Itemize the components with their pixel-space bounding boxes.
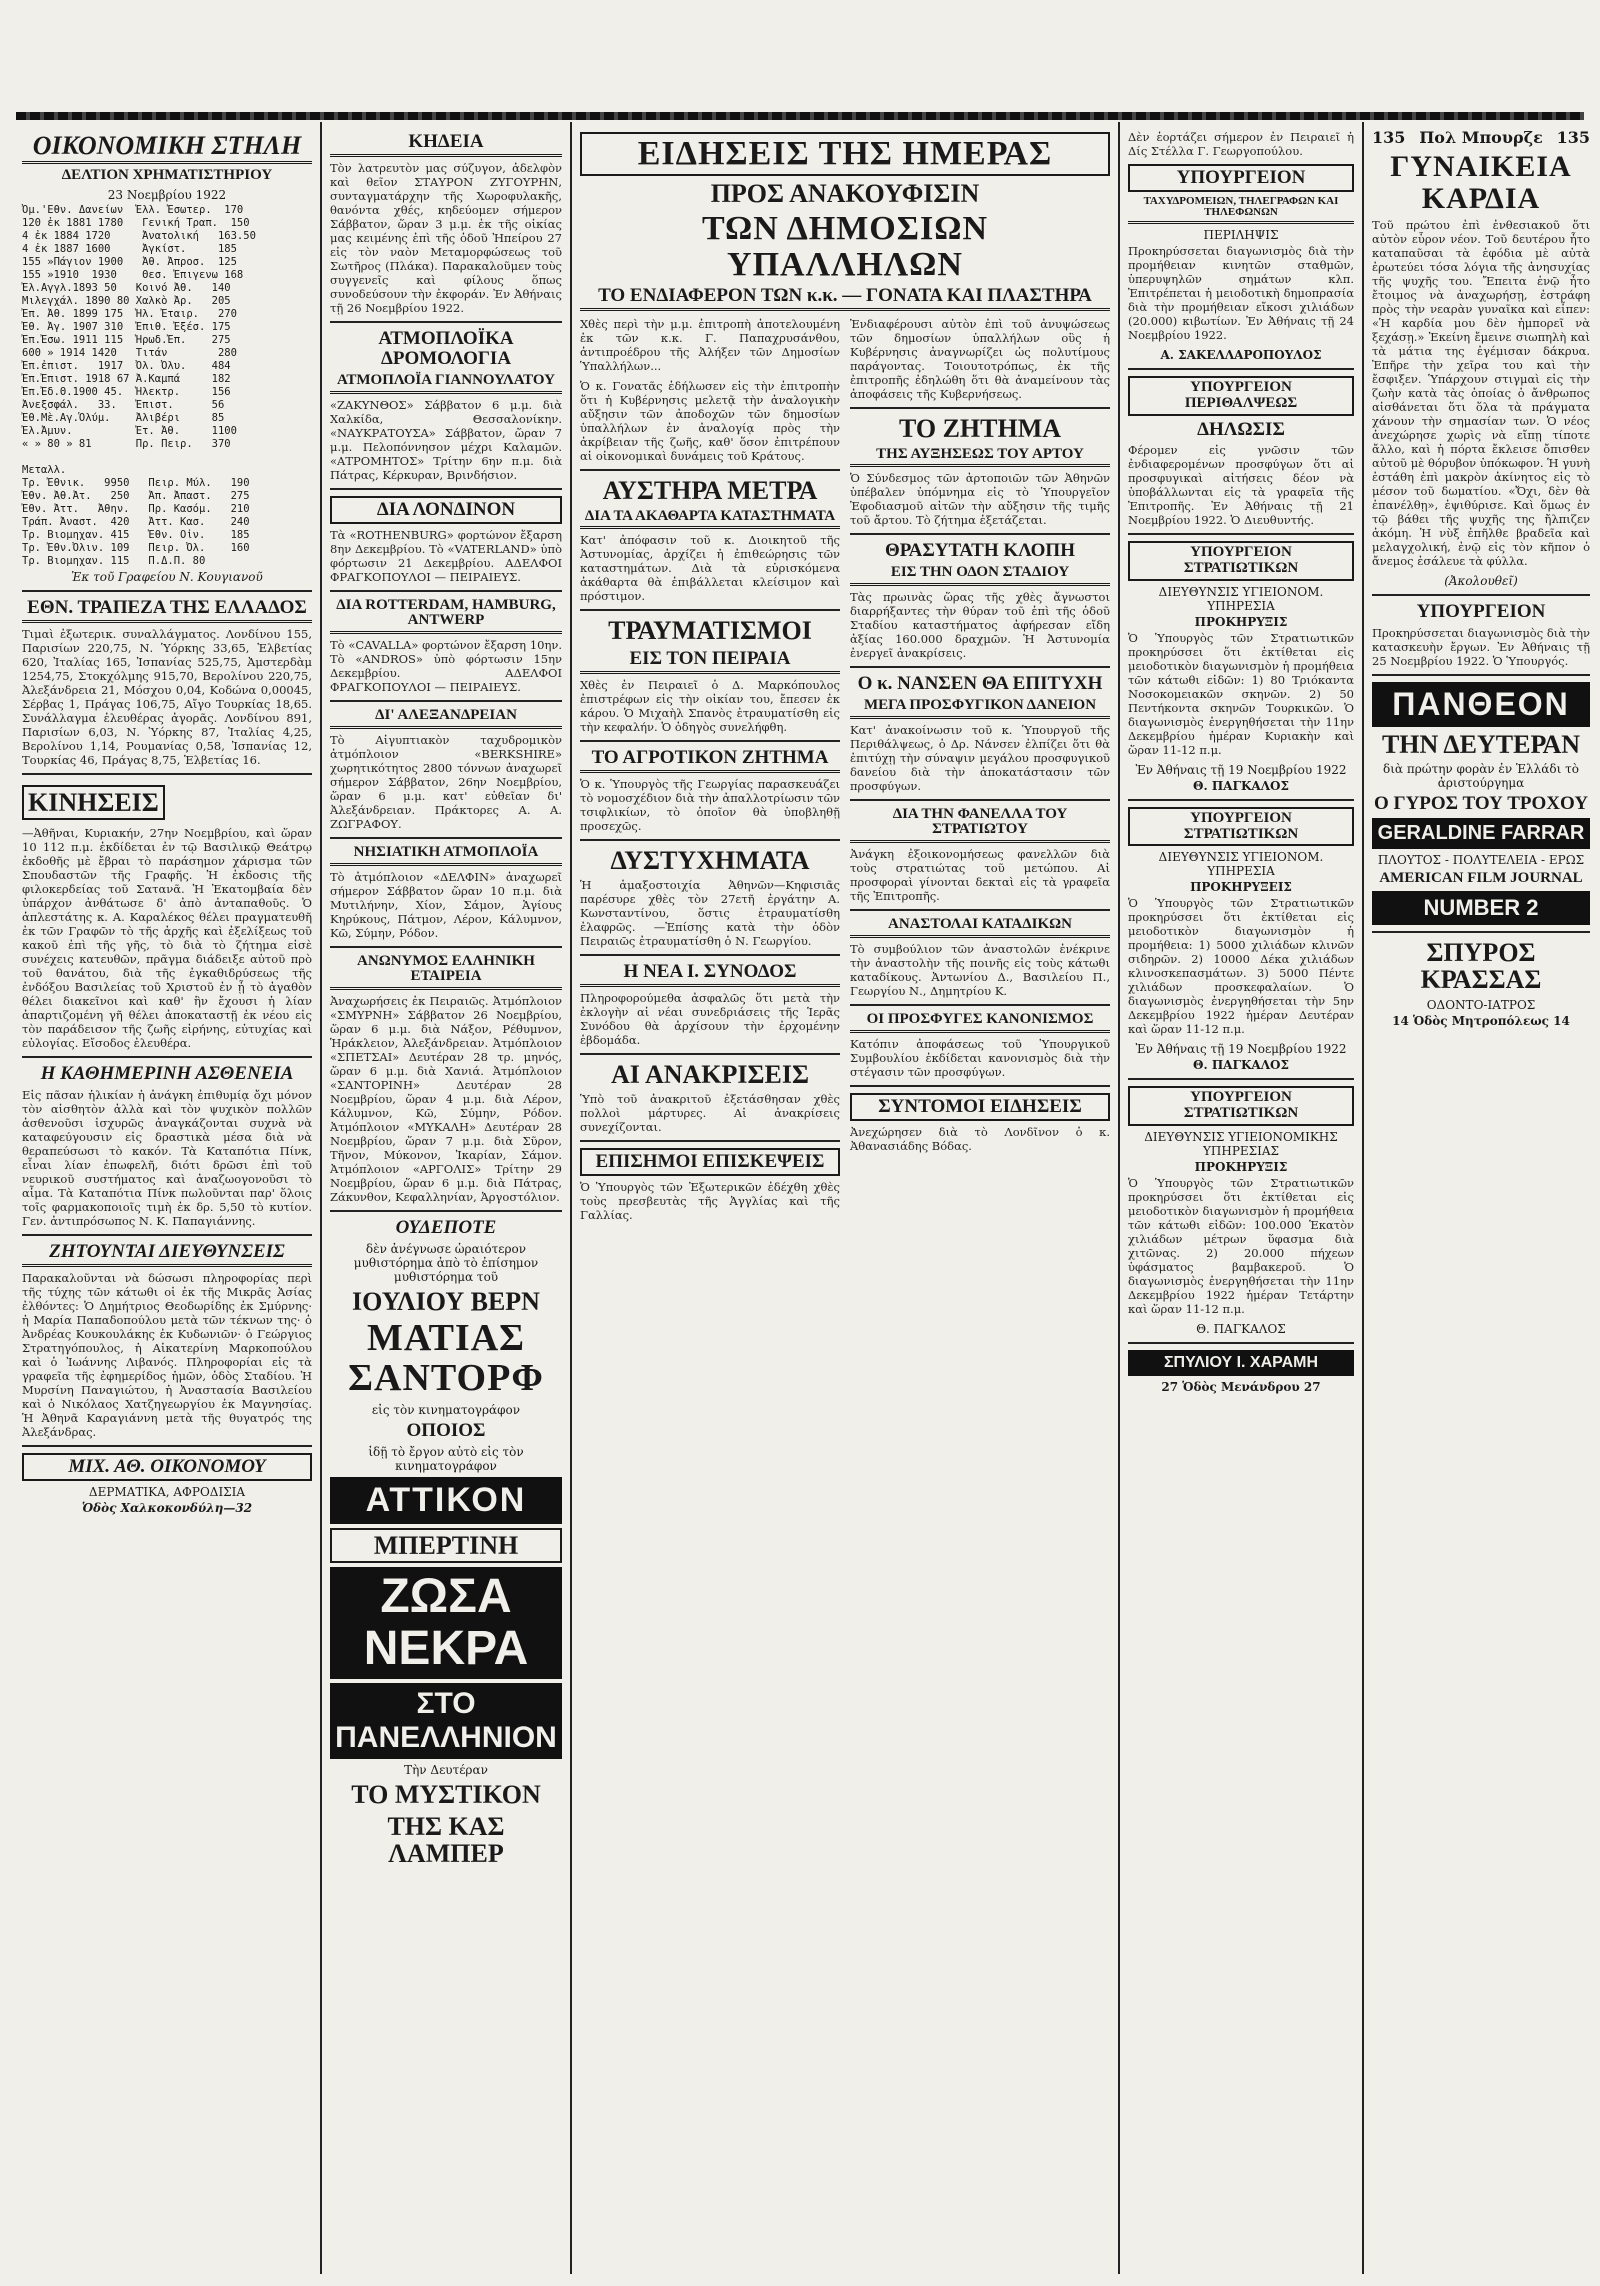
ministry5-doc: ΠΡΟΚΗΡΥΞΙΣ	[1194, 1159, 1288, 1174]
lead-article-cont: Ἐνδιαφέρουσι αὐτὸν ἐπὶ τοῦ ἀνυψώσεως τῶν δημοσίων ὑπαλλήλων οὓς ἡ Κυβέρνησις ἀναγνωρίζει ὡς πολυτίμους παράγοντας. Τοιουτοτρόπως, ἐκ τῆς ἐπιτροπῆς ἐδηλώθη ὅτι θὰ ἀναμείνουν τὰς ἀποφάσεις τῆς Κυβερνήσεως.	[850, 317, 1110, 402]
divider	[22, 1056, 312, 1058]
column-rule	[570, 122, 572, 2274]
exchange-table: Ὀμ.'Εθν. Δανείων Ἑλλ. Ἐσωτερ. 170 120 ἐκ 1881 1780 Γενική Τραπ. 150 4 ἐκ 1884 1720 Ἀνατολική 163.50 4 ἐκ 1887 1600 Ἀγκίστ. 185 155 »Πάγιον 1900 Ἀθ. Ἀπροσ. 125 155 »1910 1930 Θεσ. Ἐπιγενω 168 Ἐλ.Αγγλ.1893 50 Κοινό Ἀθ. 140 Μιλεγχάλ. 1890 80 Χαλκὸ Ἀρ. 205 Ἐπ. Ἀθ. 1899 175 Ἡλ. Ἐταιρ. 270 Ἐθ. Ἀγ. 1907 310 Ἐπιθ. Ἐξέσ. 175 Ἐπ.Ἐσω. 1911 115 Ἡρωδ.Ἐπ. 275 600 » 1914 1420 Τιτάν 280 Ἐπ.ἐπιστ. 1917 Ὀλ. Ὀλυ. 484 Ἐπ.Ἐπιστ. 1918 67 Ἀ.Καμπά 182 Ἐπ.Ἐδ.Θ.1900 45. Ἡλεκτρ. 156 Ἀνεξσφάλ. 33. Ἐπιστ. 56 Ἐθ.Μὲ.Αγ.Ὁλύμ. Ἀλιβέρι 85 Ἐλ.Ἀμυν. Ἐτ. Ἀθ. 1100 « » 80 » 81 Πρ. Πειρ. 370 Μεταλλ. Τρ. Ἐθνικ. 9950 Πειρ. Μύλ. 190 Ἐθν. Ἀθ.Ἀτ. 250 Ἀπ. Ἀπαστ. 275 Ἐθν. Ἀττ. Ἀθην. Πρ. Κασόμ. 210 Τράπ. Ἀναστ. 420 Ἀττ. Κασ. 240 Τρ. Βιομηχαν. 415 Ἐθν. Οἰν. 185 Τρ. Ἐθν.Ὀλιν. 109 Πειρ. Ὀλ. 160 Τρ. Βιομηχαν. 115 Π.Δ.Π. 80	[22, 204, 256, 568]
divider	[1372, 594, 1590, 596]
column-serial	[1366, 128, 1596, 2278]
ministry-body: Προκηρύσσεται διαγωνισμὸς διὰ τὴν κατασκευὴν ἔργων. Ἐν Ἀθήναις τῇ 25 Νοεμβρίου 1922. Ὁ Ὑπουργός.	[1372, 625, 1590, 668]
inquiries-title: ΑΙ ΑΝΑΚΡΙΣΕΙΣ	[611, 1059, 809, 1089]
divider	[850, 909, 1110, 911]
divider	[850, 407, 1110, 409]
lead-article-body: Χθὲς περὶ τὴν μ.μ. ἐπιτροπὴ ἀποτελουμένη ἐκ τῶν κ.κ. Γ. Παπαχρυσάνθου, ἀντιπροέδρου τῆς Ἀλήξεν τῶν Δημοσίων Ὑπαλλήλων...	[580, 317, 840, 374]
masthead-rule	[16, 112, 1584, 120]
zosa-nekra-title: ΖΩΣΑ ΝΕΚΡΑ	[330, 1567, 562, 1679]
verne-line: ΟΥΔΕΠΟΤΕ	[395, 1217, 497, 1238]
monday-line: Τὴν Δευτέραν	[404, 1763, 488, 1778]
refugees-body: Κατόπιν ἀποφάσεως τοῦ Ὑπουργικοῦ Συμβουλίου ἐκδίδεται κανονισμὸς διὰ τὴν στέγασιν τῶν προσφύγων.	[850, 1036, 1110, 1079]
divider	[330, 946, 562, 948]
divider	[580, 839, 840, 841]
agro-title: ΤΟ ΑΓΡΟΤΙΚΟΝ ΖΗΤΗΜΑ	[580, 748, 840, 773]
bread-sub: ΤΗΣ ΑΥΞΗΣΕΩΣ ΤΟΥ ΑΡΤΟΥ	[850, 447, 1110, 468]
verne-author: ΙΟΥΛΙΟΥ ΒΕΡΝ	[352, 1286, 540, 1316]
ministry4-sign: Θ. ΠΑΓΚΑΛΟΣ	[1193, 1058, 1289, 1073]
headline-2: ΤΩΝ ΔΗΜΟΣΙΩΝ ΥΠΑΛΛΗΛΩΝ	[701, 209, 988, 283]
pantheon-star: GERALDINE FARRAR	[1372, 818, 1590, 849]
column-rule	[320, 122, 322, 2274]
lamper-title: ΤΗΣ ΚΑΣ ΛΑΜΠΕΡ	[387, 1811, 505, 1868]
divider	[330, 1210, 562, 1212]
ministry2-doc: ΔΗΛΩΣΙΣ	[1197, 418, 1285, 440]
strict-title: ΑΥΣΤΗΡΑ ΜΕΤΡΑ	[602, 476, 818, 506]
synod-body: Πληροφορούμεθα ἀσφαλῶς ὅτι μετὰ τὴν ἐκλογὴν αἱ νέαι συνεδριάσεις τῆς Ἱερᾶς Συνόδου θὰ ἀρχίσουν τὴν ἐρχομένην ἑβδομάδα.	[580, 990, 840, 1047]
source-note: Ἐκ τοῦ Γραφείου Ν. Κουγιανοῦ	[71, 570, 263, 585]
opoios-note: ἰδῇ τὸ ἔργον αὐτὸ εἰς τὸν κινηματογράφον	[368, 1444, 524, 1473]
column-notices	[324, 128, 568, 2278]
short-title: ΣΥΝΤΟΜΟΙ ΕΙΔΗΣΕΙΣ	[850, 1093, 1110, 1121]
accident-body: Ἡ ἁμαξοστοιχία Ἀθηνῶν—Κηφισιᾶς παρέσυρε χθὲς τὸν 27ετῆ ἐργάτην Α. Κωνσταντίνου, ὅστις ἐτραυματίσθη ἐλαφρῶς. —Ἐπίσης κατὰ τὴν ὁδὸν Πειραιῶς ἐτραυματίσθη ὁ Ν. Γεωργίου.	[580, 877, 840, 948]
short-body: Ἀνεχώρησεν διὰ τὸ Λονδῖνον ὁ κ. Ἀθανασιάδης Βόδας.	[850, 1124, 1110, 1153]
injured-body: Χθὲς ἐν Πειραιεῖ ὁ Δ. Μαρκόπουλος ἐπιστρέφων εἰς τὴν οἰκίαν του, ἔπεσεν ἐκ κάρου. Ὁ Μιχαὴλ Σπανὸς ἐτραυματίσθη εἰς τὴν κεφαλήν. Ὁ ὁδηγὸς συνελήφθη.	[580, 677, 840, 734]
steamer-body: «ΖΑΚΥΝΘΟΣ» Σάββατον 6 μ.μ. διὰ Χαλκίδα, Θεσσαλονίκην. «ΝΑΥΚΡΑΤΟΥΣΑ» Σάββατον, ὥραν 7 μ.μ. Πελοπόννησον μέχρι Καλαμῶν. «ΑΤΡΟΜΗΤΟΣ» Τρίτην 6ην π.μ. διὰ Πάτρας, Κέρκυραν, Βρινδήσιον.	[330, 397, 562, 482]
divider	[850, 533, 1110, 535]
rotterdam-title: ΔΙΑ ROTTERDAM, HAMBURG, ANTWERP	[330, 598, 562, 635]
ministry1-sign: Α. ΣΑΚΕΛΛΑΡΟΠΟΥΛΟΣ	[1160, 348, 1322, 363]
ministry3-date: Ἐν Ἀθήναις τῇ 19 Νοεμβρίου 1922	[1135, 762, 1347, 777]
dentist-address: 14 Ὁδὸς Μητροπόλεως 14	[1392, 1013, 1570, 1028]
accident-title: ΔΥΣΤΥΧΗΜΑΤΑ	[610, 845, 810, 875]
divider	[580, 609, 840, 611]
injured-title: ΤΡΑΥΜΑΤΙΣΜΟΙ	[608, 616, 812, 646]
literary-title: Η ΚΑΘΗΜΕΡΙΝΗ ΑΣΘΕΝΕΙΑ	[40, 1063, 294, 1085]
panellinion-title: ΣΤΟ ΠΑΝΕΛΛΗΝΙΟΝ	[330, 1683, 562, 1759]
ministry4-title: ΥΠΟΥΡΓΕΙΟΝ ΣΤΡΑΤΙΩΤΙΚΩΝ	[1128, 807, 1354, 847]
ministry5-title: ΥΠΟΥΡΓΕΙΟΝ ΣΤΡΑΤΙΩΤΙΚΩΝ	[1128, 1086, 1354, 1126]
column-news	[574, 128, 1116, 2278]
news-right-column	[850, 315, 1110, 1228]
ministry2-title: ΥΠΟΥΡΓΕΙΟΝ ΠΕΡΙΘΑΛΨΕΩΣ	[1128, 376, 1354, 416]
serial-header	[1372, 128, 1590, 147]
ministry1-sub: ΤΑΧΥΔΡΟΜΕΙΩΝ, ΤΗΛΕΓΡΑΦΩΝ ΚΑΙ ΤΗΛΕΦΩΝΩΝ	[1128, 196, 1354, 224]
divider	[1128, 1078, 1354, 1080]
funeral-body: Τὸν λατρευτὸν μας σύζυγον, ἀδελφὸν καὶ θεῖον ΣΤΑΥΡΟΝ ΖΥΓΟΥΡΗΝ, συνταγματάρχην τῆς Χωροφυλακῆς, θανόντα χθές, κηδεύομεν σήμερον Σάββατον, ὥραν 3 μ.μ. ἐκ τῆς οἰκίας μας κειμένης ἐπὶ τῆς ὁδοῦ Ἠπείρου 27 εἰς τὸν ναὸν Μεταμορφώσεως τοῦ Σωτῆρος (Πλάκα). Παρακαλοῦμεν τοὺς συγγενεῖς καὶ φίλους ὅπως συνοδεύσουν τὴν ἐκφοράν. Ἐν Ἀθήναις τῇ 26 Νοεμβρίου 1922.	[330, 160, 562, 315]
funeral-title: ΚΗΔΕΙΑ	[330, 132, 562, 157]
lead-article-body-2: Ὁ κ. Γονατᾶς ἐδήλωσεν εἰς τὴν ἐπιτροπὴν ὅτι ἡ Κυβέρνησις μελετᾷ τὴν ἀναλογικὴν αὔξησιν τῶν ἀποδοχῶν τῶν δημοσίων ὑπαλλήλων ἐν ἀναλογίᾳ πρὸς τὴν ἀκρίβειαν τῆς ζωῆς, καθ' ὅσον ἐπιτρέπουν αἱ οἰκονομικαὶ δυνάμεις τοῦ Κράτους.	[580, 379, 840, 464]
bertini-title: ΜΠΕΡΤΙΝΗ	[330, 1528, 562, 1563]
movements-body: —Ἀθῆναι, Κυριακήν, 27ην Νοεμβρίου, καὶ ὥραν 10 112 π.μ. ἐκδίδεται ἐν τῷ Βασιλικῷ Θεάτρῳ ἐκδοθῆς μὲ ἔβραι τὸ παράσημον χάρισμα τῶν Σπουδαστῶν τῆς Γραφῆς. Ἡ ἐκδοσις τῆς φιλοκερδείας τοῦ Σατανᾶ. Ἡ Ἐκατομβαία δὲν ὑπάρχον ἀνθάτωσε δ' ἀπὸ ἀνταπαθοῦς. Ὁ ἁπλεστάτης κ. Α. Καραλέκος θέλει πραγματευθῆ ἐκ τῶν Γραφῶν τὸ τῆς ἀρχῆς καὶ ἐξελίξεως τοῦ κακοῦ ἐπὶ τῆς γῆς, τὸ διὰ τὸ ζήτημα εἰσὲ συνέχεις κατευθῶν, πρᾶγμα διάδειξε αὐτοῦ πρὸ τοῦ θανάτου, διὰ τῆς ἐγκαθιδρύσεως τῆς ἐνδόξου Βασιλείας τοῦ Χριστοῦ ἐν ᾗ τὸ ἀγαθὸν θέλει διακεῖνοι καὶ καθ' ἣν ἔχουσι ἡ λίαν ἀπαρτιζομένη γῆ θέλει ἀποκαταστῇ ἐκ νέου εἰς τὸν παράδεισον τῆς ζωῆς εἰρήνης, εὐτυχίας καὶ εὐλογίας. Εἴσοδος ἐλευθέρα.	[22, 826, 312, 1051]
movements-title: ΚΙΝΗΣΕΙΣ	[22, 785, 165, 820]
verne-note: δὲν ἀνέγνωσε ὡραιότερον μυθιστόρημα ἀπὸ τὸ ἐπίσημον μυθιστόρημα τοῦ	[353, 1241, 539, 1284]
wanted-body: Παρακαλοῦνται νὰ δώσωσι πληροφορίας περὶ τῆς τύχης τῶν κάτωθι οἱ ἐκ τῆς Μικρᾶς Ἀσίας ἐλθόντες: Ὁ Δημήτριος Θεοδωρίδης ἐκ Σμύρνης· ἡ Μαρία Παπαδοπούλου μετὰ τῶν τέκνων της· ὁ Ἀνδρέας Κουκουλάκης ἐκ Κυδωνιῶν· ὁ Γεώργιος Στρατηγόπουλος, ἡ Αἰκατερίνη Μαρκοπούλου καὶ ὁ Ἰωάννης Λιβανός. Πληροφορίαι εἰς τὰ γραφεῖα τῆς ἐφημερίδος ἡμῶν, ὁδὸς Σταδίου. Ἡ Μυρσίνη Παναγιώτου, ἡ Ἀναστασία Βασιλείου καὶ ὁ Νικόλαος Χατζηγεωργίου ἐκ Μαγνησίας. Ἡ Ἀθηνᾶ Καραγιάννη μετὰ τῆς θυγατρός της Ἀλεξάνδρας.	[22, 1271, 312, 1440]
divider	[850, 1004, 1110, 1006]
theft-sub: ΕΙΣ ΤΗΝ ΟΔΟΝ ΣΤΑΔΙΟΥ	[850, 565, 1110, 586]
news-left-column	[580, 315, 840, 1228]
ministry3-title: ΥΠΟΥΡΓΕΙΟΝ ΣΤΡΑΤΙΩΤΙΚΩΝ	[1128, 541, 1354, 581]
injured-sub: ΕΙΣ ΤΟΝ ΠΕΙΡΑΙΑ	[580, 649, 840, 674]
ministry-title: ΥΠΟΥΡΓΕΙΟΝ	[1416, 601, 1546, 622]
divider	[580, 1140, 840, 1142]
divider	[22, 1445, 312, 1447]
section-subtitle: ΔΕΛΤΙΟΝ ΧΡΗΜΑΤΙΣΤΗΡΙΟΥ	[61, 167, 273, 184]
footer-ad-title: ΜΙΧ. ΑΘ. ΟΙΚΟΝΟΜΟΥ	[22, 1453, 312, 1481]
ministry5-sign: Θ. ΠΑΓΚΑΛΟΣ	[1196, 1321, 1286, 1336]
date-line: 23 Νοεμβρίου 1922	[107, 188, 227, 203]
ministry4-doc: ΠΡΟΚΗΡΥΞΕΙΣ	[1190, 880, 1292, 895]
pantheon-film: Ο ΓΥΡΟΣ ΤΟΥ ΤΡΟΧΟΥ	[1373, 793, 1589, 815]
serial-number: 135	[1372, 128, 1406, 147]
pantheon-journal: AMERICAN FILM JOURNAL	[1379, 870, 1583, 887]
bottom-ad: ΣΠΥΛΙΟΥ Ι. ΧΑΡΑΜΗ	[1128, 1350, 1354, 1376]
nansen-body: Κατ' ἀνακοίνωσιν τοῦ κ. Ὑπουργοῦ τῆς Περιθάλψεως, ὁ Δρ. Νάνσεν ἐλπίζει ὅτι θὰ ἐπιτύχῃ τὴν σύναψιν μεγάλου προσφυγικοῦ δανείου διὰ τὴν ἀποκατάστασιν τῶν προσφύγων.	[850, 722, 1110, 793]
london-title: ΔΙΑ ΛΟΝΔΙΝΟΝ	[330, 496, 562, 524]
rotterdam-body: Τὸ «CAVALLA» φορτώνον ἔξαρση 10ην. Τὸ «ANDROS» ὑπὸ φόρτωσιν 15ην Δεκεμβρίου. ΑΔΕΛΦΟΙ ΦΡΑΓΚΟΠΟΥΛΟΙ — ΠΕΙΡΑΙΕΥΣ.	[330, 638, 562, 694]
column-rule	[1362, 122, 1364, 2274]
army-body: Ἀνάγκη ἐξοικονομήσεως φανελλῶν διὰ τοὺς στρατιώτας τοῦ μετώπου. Αἱ προσφοραὶ γίνονται δεκταὶ εἰς τὰ γραφεῖα τῆς Ἐπιτροπῆς.	[850, 847, 1110, 904]
pantheon-note: διὰ πρώτην φορὰν ἐν Ἑλλάδι τὸ ἀριστούργημα	[1383, 762, 1579, 791]
inquiries-body: Ὑπὸ τοῦ ἀνακριτοῦ ἐξετάσθησαν χθὲς πολλοὶ μάρτυρες. Αἱ ἀνακρίσεις συνεχίζονται.	[580, 1092, 840, 1135]
ministry4-date: Ἐν Ἀθήναις τῇ 19 Νοεμβρίου 1922	[1135, 1042, 1347, 1057]
serial-body: Τοῦ πρώτου ἐπὶ ἐνθεσιακοῦ ὅτι αὐτὸν εὗρον νέον. Τοῦ δευτέρου ἦτο καταπαῦσαι τὰ ἐφόδια μὲ αὐτὰ ἐρωτεύει τόσα λόγια τῆς ἀνησυχίας τῆς ψυχῆς του. Ἔπειτα ἐνῷ ἦτο ἔτοιμος νὰ ἀναχωρήσῃ, ἐστράφη πρὸς τὴν νεαρὰν γυναῖκα καὶ εἶπεν: «Ἡ καρδία μου δὲν ἠμπορεῖ νὰ ξεχάσῃ.» Ἐκείνη ἔμεινε σιωπηλὴ καὶ τὰ μάτια της ἐγέμισαν δάκρυα. Ἐπῆρε τὴν χεῖρα του καὶ τὴν ἔσφιξεν. Ὑπάρχουν στιγμαὶ εἰς τὴν ζωὴν κατὰ τὰς ὁποίας ὁ ἄνθρωπος αἰσθάνεται ὅτι ὅλα τὰ πράγματα χάνουν τὴν σημασίαν των. Ὁ νέος ἀνεχώρησε χωρὶς νὰ εἴπῃ τίποτε ἄλλο, καὶ ἡ πόρτα ἔκλεισε ὄπισθεν αὐτοῦ μὲ θόρυβον ὑπόκωφον. Ἡ γυνὴ ἐστάθη ἐπὶ μακρὸν ἀκίνητος εἰς τὸ μέσον τοῦ δωματίου. «Ὄχι, δὲν θὰ ἐπανέλθῃ», ἐψιθύρισε. Καὶ ὅμως ἐν τῷ βάθει τῆς ψυχῆς της ἤλπιζεν ἀκόμη. Ἡ νὺξ ἐπῆλθε βραδεῖα καὶ μελαγχολική, ἐνῷ εἰς τὸν κῆπον ὁ ἄνεμος ἐσάλευε τὰ φύλλα.	[1372, 218, 1590, 568]
section-title: ΟΙΚΟΝΟΜΙΚΗ ΣΤΗΛΗ	[22, 132, 312, 164]
divider	[850, 1085, 1110, 1087]
visits-body: Ὁ Ὑπουργὸς τῶν Ἐξωτερικῶν ἐδέχθη χθὲς τοὺς πρεσβευτὰς τῆς Ἀγγλίας καὶ τῆς Γαλλίας.	[580, 1179, 840, 1222]
pantheon-ad: ΠΑΝΘΕΟΝ	[1372, 682, 1590, 727]
divider	[580, 740, 840, 742]
bank-title: ΕΘΝ. ΤΡΑΠΕΖΑ ΤΗΣ ΕΛΛΑΔΟΣ	[22, 598, 312, 623]
island-body: Τὸ ἀτμόπλοιον «ΔΕΛΦΙΝ» ἀναχωρεῖ σήμερον Σάββατον ὥραν 10 π.μ. διὰ Μυτιλήνην, Χίον, Σάμον, Ἁγίους Κηρύκους, Πάτμον, Λέρον, Κάλυμνον, Κῶ, Σύμην, Ρόδον.	[330, 869, 562, 940]
verne-desc: εἰς τὸν κινηματογράφον	[371, 1403, 521, 1418]
column-ministries	[1122, 128, 1360, 2278]
ministry1-title: ΥΠΟΥΡΓΕΙΟΝ	[1128, 164, 1354, 192]
ministry4-sub: ΔΙΕΥΘΥΝΣΙΣ ΥΓΙΕΙΟΝΟΜ. ΥΠΗΡΕΣΙΑ	[1158, 850, 1324, 879]
army-title: ΔΙΑ ΤΗΝ ΦΑΝΕΛΛΑ ΤΟΥ ΣΤΡΑΤΙΩΤΟΥ	[850, 807, 1110, 844]
company-title: ΑΝΩΝΥΜΟΣ ΕΛΛΗΝΙΚΗ ΕΤΑΙΡΕΙΑ	[330, 954, 562, 991]
nansen-sub: ΜΕΓΑ ΠΡΟΣΦΥΓΙΚΟΝ ΔΑΝΕΙΟΝ	[850, 698, 1110, 719]
agro-body: Ὁ κ. Ὑπουργὸς τῆς Γεωργίας παρασκευάζει τὸ νομοσχέδιον διὰ τὴν ἀπαλλοτρίωσιν τῶν τσιφλικίων, τὸ ὁποῖον θὰ ὑποβληθῇ προσεχῶς.	[580, 776, 840, 833]
divider	[330, 837, 562, 839]
alexandria-body: Τὸ Αἰγυπτιακὸν ταχυδρομικὸν ἀτμόπλοιον «BERKSHIRE» χωρητικότητος 2800 τόννων ἀναχωρεῖ σήμερον Σάββατον, 26ην Νοεμβρίου, ὥραν 6 μ.μ. κατ' εὐθεῖαν δι' Ἀλεξάνδρειαν. Πράκτορες Α. Α. ΖΩΓΡΑΦΟΥ.	[330, 732, 562, 831]
steamer-company: ΑΤΜΟΠΛΟΪΑ ΓΙΑΝΝΟΥΛΑΤΟΥ	[330, 373, 562, 394]
divider	[580, 1053, 840, 1055]
divider	[850, 666, 1110, 668]
divider	[22, 1234, 312, 1236]
dentist-title: ΟΔΟΝΤΟ-ΙΑΤΡΟΣ	[1426, 997, 1536, 1012]
top-note: Δὲν ἑορτάζει σήμερον ἐν Πειραιεῖ ἡ Δίς Στέλλα Γ. Γεωργοπούλου.	[1128, 130, 1354, 158]
headline-3: ΤΟ ΕΝΔΙΑΦΕΡΟΝ ΤΩΝ κ.κ. — ΓΟΝΑΤΑ ΚΑΙ ΠΛΑΣΤΗΡΑ	[580, 286, 1110, 311]
page-top-margin	[0, 0, 1600, 110]
divider	[22, 590, 312, 592]
ministry3-doc: ΠΡΟΚΗΡΥΞΙΣ	[1194, 614, 1288, 629]
serial-continued: (Ἀκολουθεῖ)	[1444, 574, 1518, 588]
column-economic	[16, 128, 318, 2278]
serial-author: Πολ Μπουρζε	[1419, 128, 1543, 147]
ministry3-sub: ΔΙΕΥΘΥΝΣΙΣ ΥΓΙΕΙΟΝΟΜ. ΥΠΗΡΕΣΙΑ	[1158, 584, 1324, 613]
strict-body: Κατ' ἀπόφασιν τοῦ κ. Διοικητοῦ τῆς Ἀστυνομίας, ἀρχίζει ἡ ἐπιθεώρησις τῶν καταστημάτων. Διὰ τὰ εὑρισκόμενα ἀκάθαρτα θὰ ἐπιβάλλεται κλείσιμον καὶ πρόστιμον.	[580, 533, 840, 604]
divider	[330, 590, 562, 592]
ministry5-body: Ὁ Ὑπουργὸς τῶν Στρατιωτικῶν προκηρύσσει ὅτι ἐκτίθεται εἰς μειοδοτικὸν διαγωνισμὸν ἡ προμήθεια τῶν κάτωθι εἰδῶν: 100.000 Ἑκατὸν χιλιάδων μέτρων ὕφασμα διὰ χιτῶνας. 2) 20.000 πήχεων ὑφάσματος βαμβακεροῦ. Ὁ διαγωνισμὸς ἐνεργηθήσεται τὴν 11ην Δεκεμβρίου 1922 ἡμέραν Τετάρτην καὶ ὥραν 11-12 π.μ.	[1128, 1175, 1354, 1316]
bread-title: ΤΟ ΖΗΤΗΜΑ	[898, 414, 1062, 444]
bottom-ad-address: 27 Ὁδὸς Μενάνδρου 27	[1161, 1379, 1321, 1394]
divider	[580, 469, 840, 471]
attikon-ad: ΑΤΤΙΚΟΝ	[330, 1477, 562, 1524]
ministry3-body: Ὁ Ὑπουργὸς τῶν Στρατιωτικῶν προκηρύσσει ὅτι ἐκτίθεται εἰς μειοδοτικὸν διαγωνισμὸν ἡ προμήθεια τῶν κάτωθι εἰδῶν: 1) 80 Τριόκαντα Νοσοκομειακῶν σκηνῶν. 2) 50 Πεντήκοντα σκηνῶν Τουρκικῶν. Ὁ διαγωνισμὸς ἐνεργηθήσεται τὴν 11ην Δεκεμβρίου ἡμέραν Κυριακὴν καὶ ὥραν 11-12 π.μ.	[1128, 630, 1354, 757]
literary-body: Εἰς πᾶσαν ἡλικίαν ἡ ἀνάγκη ἐπιθυμίᾳ ὄχι μόνον τὸν αἰσθητὸν ἀλλὰ καὶ τὸν ψυχικὸν πολλῶν ἀσθενοῦσι ἰσχυρῶς ἀναγκάζονται συχνὰ νὰ καταφεύγουσιν εἰς δραστικὰ μέσα διὰ νὰ θεραπεύσωσι τὸ κακόν. Τὰ Καταπότια Πίνκ, εἶναι λίαν ἐπωφελῆ, διότι δρῶσι ἐπὶ τοῦ νευρικοῦ συστήματος καὶ ἀναζωογονοῦσι τὸ αἷμα. Τὰ Καταπότια Πίνκ πωλοῦνται παρ' ὅλοις τοῖς φαρμακοποιοῖς τιμὴ ἐκ δρ. 5,50 τὸ κυτίον. Γεν. ἀντιπρόσωπος Ν. Κ. Παπαγιάννης.	[22, 1088, 312, 1229]
divider	[850, 799, 1110, 801]
theft-title: ΘΡΑΣΥΤΑΤΗ ΚΛΟΠΗ	[885, 540, 1075, 562]
divider	[1128, 1342, 1354, 1344]
footer-ad-line: ΔΕΡΜΑΤΙΚΑ, ΑΦΡΟΔΙΣΙΑ	[88, 1485, 246, 1500]
footer-ad-address: Ὁδὸς Χαλκοκονδύλη—32	[81, 1501, 253, 1516]
column-rule	[1118, 122, 1120, 2274]
ministry1-doc: ΠΕΡΙΛΗΨΙΣ	[1203, 228, 1279, 243]
dentist-name: ΣΠΥΡΟΣ ΚΡΑΣΣΑΣ	[1420, 937, 1542, 995]
divider	[580, 954, 840, 956]
ministry1-body: Προκηρύσσεται διαγωνισμὸς διὰ τὴν προμήθειαν κινητῶν σταθμῶν, ὑπερυψηλῶν σημάτων κλπ. Ἐπιτρέπεται ἡ μειοδοτικὴ δημοπρασία διὰ τὴν προμήθειαν εἴκοσι χιλιάδων (20.000) κιβωτίων. Ἐν Ἀθήναις τῇ 24 Νοεμβρίου 1922.	[1128, 244, 1354, 343]
nansen-title: Ο κ. ΝΑΝΣΕΝ ΘΑ ΕΠΙΤΥΧΗ	[857, 673, 1103, 695]
divider	[330, 488, 562, 490]
divider	[1372, 674, 1590, 676]
synod-title: Η ΝΕΑ Ι. ΣΥΝΟΔΟΣ	[580, 962, 840, 987]
company-body: Ἀναχωρήσεις ἐκ Πειραιῶς. Ἀτμόπλοιον «ΣΜΥΡΝΗ» Σάββατον 26 Νοεμβρίου, ὥραν 6 μ.μ. διὰ Νάξον, Ρέθυμνον, Ἡράκλειον, Ἀλεξάνδρειαν. Ἀτμόπλοιον «ΣΠΕΤΣΑΙ» Δευτέραν 28 τρ. μηνός, ὥραν 6 μ.μ. διὰ Χανιά. Ἀτμόπλοιον «ΣΑΝΤΟΡΙΝΗ» Δευτέραν 28 Νοεμβρίου, ὥραν 4 μ.μ. διὰ Λέρον, Κάλυμνον, Κῶ, Σύμην, Ρόδον. Ἀτμόπλοιον «ΜΥΚΑΛΗ» Δευτέραν 28 Νοεμβρίου, ὥραν 7 μ.μ. διὰ Σῦρον, Τῆνον, Μύκονον, Ἰκαρίαν, Σάμον. Ἀτμόπλοιον «ΑΡΓΟΛΙΣ» Τρίτην 29 Νοεμβρίου, ὥραν 6 μ.μ. διὰ Πάτρας, Ζάκυνθον, Κεφαλληνίαν, Ἀργοστόλιον.	[330, 994, 562, 1204]
verne-title: ΜΑΤΙΑΣ ΣΑΝΤΟΡΦ	[348, 1317, 544, 1400]
pantheon-genres: ΠΛΟΥΤΟΣ - ΠΟΛΥΤΕΛΕΙΑ - ΕΡΩΣ	[1377, 853, 1585, 868]
serial-number-right: 135	[1556, 128, 1590, 147]
news-two-columns	[580, 315, 1110, 1228]
island-title: ΝΗΣΙΑΤΙΚΗ ΑΤΜΟΠΛΟΪΑ	[330, 845, 562, 866]
bank-body: Τιμαὶ ἐξωτερικ. συναλλάγματος. Λονδίνου 155, Παρισίων 220,75, Ν. Ὑόρκης 33,65, Ἑλβετίας 620, Ἰταλίας 165, Ἰσπανίας 525,75, Ἀμστερδὰμ 1254,75, Στοκχόλμης 915,70, Βερολίνου 220,75, Ἀλεξάνδρεια 21, Μόσχου 0,04, Κοδώνα 0,00045, Σέρβας 1, Πράγας 106,75, Αἴγο Τουρκίας 18,65. Συνάλλαγμα ἐλευθέρας ἀγορᾶς. Λονδίνου 891, Παρισίων 6,03, Ν. Ὑόρκης 87, Ἰταλίας 4,25, Βερολίνου 1,14, Ρουμανίας 0,58, Ἰσπανίας 12, Τουρκίας 46, Πράγας 8,75, Ἑλβετίας 16.	[22, 626, 312, 767]
alexandria-title: ΔΙ' ΑΛΕΞΑΝΔΡΕΙΑΝ	[330, 708, 562, 729]
mystikon-title: ΤΟ ΜΥΣΤΙΚΟΝ	[351, 1780, 541, 1810]
pantheon-number: NUMBER 2	[1372, 891, 1590, 925]
divider	[1372, 931, 1590, 933]
ministry3-sign: Θ. ΠΑΓΚΑΛΟΣ	[1193, 778, 1289, 793]
divider	[1128, 368, 1354, 370]
divider	[22, 773, 312, 775]
ministry4-body: Ὁ Ὑπουργὸς τῶν Στρατιωτικῶν προκηρύσσει ὅτι ἐκτίθεται εἰς μειοδοτικὸν διαγωνισμὸν ἡ προμήθεια: 1) 5000 χιλιάδων κλινῶν σιδηρῶν. 2) 10000 Δέκα χιλιάδων κλινοσκεπασμάτων. 3) 5000 Πέντε χιλιάδων προσκεφαλαίων. Ὁ διαγωνισμὸς ἐνεργηθήσεται τὴν 5ην Δεκεμβρίου 1922 ἡμέραν Δευτέραν καὶ ὥραν 11-12 π.μ.	[1128, 896, 1354, 1037]
divider	[1128, 533, 1354, 535]
ministry2-body: Φέρομεν εἰς γνῶσιν τῶν ἐνδιαφερομένων προσφύγων ὅτι αἱ προσφυγικαὶ αἰτήσεις δέον νὰ ὑποβάλλωνται εἰς τὰ γραφεῖα τῆς Ἐπιτροπῆς. Ἐν Ἀθήναις τῇ 21 Νοεμβρίου 1922. Ὁ Διευθυντής.	[1128, 443, 1354, 528]
refugees-title: ΟΙ ΠΡΟΣΦΥΓΕΣ ΚΑΝΟΝΙΣΜΟΣ	[850, 1012, 1110, 1033]
suspend-body: Τὸ συμβούλιον τῶν ἀναστολῶν ἐνέκρινε τὴν ἀναστολὴν τῆς ποινῆς εἰς τοὺς κάτωθι καταδίκους. Ἀντωνίου Δ., Βασιλείου Π., Γεωργίου Ν., Δημητρίου Κ.	[850, 941, 1110, 998]
ministry5-sub: ΔΙΕΥΘΥΝΣΙΣ ΥΓΙΕΙΟΝΟΜΙΚΗΣ ΥΠΗΡΕΣΙΑΣ	[1144, 1129, 1338, 1158]
divider	[330, 321, 562, 323]
suspend-title: ΑΝΑΣΤΟΛΑΙ ΚΑΤΑΔΙΚΩΝ	[850, 917, 1110, 938]
visits-title: ΕΠΙΣΗΜΟΙ ΕΠΙΣΚΕΨΕΙΣ	[580, 1148, 840, 1176]
strict-sub: ΔΙΑ ΤΑ ΑΚΑΘΑΡΤΑ ΚΑΤΑΣΤΗΜΑΤΑ	[580, 509, 840, 530]
divider	[1128, 799, 1354, 801]
serial-title: ΓΥΝΑΙΚΕΙΑ ΚΑΡΔΙΑ	[1390, 150, 1572, 215]
theft-body: Τὰς πρωινὰς ὥρας τῆς χθὲς ἄγνωστοι διαρρήξαντες τὴν θύραν τοῦ ἐπὶ τῆς ὁδοῦ Σταδίου καταστήματος ἀφήρεσαν εἴδη ἀξίας 160.000 δραχμῶν. Ἡ Ἀστυνομία ἐνεργεῖ ἀνακρίσεις.	[850, 590, 1110, 661]
pantheon-monday: ΤΗΝ ΔΕΥΤΕΡΑΝ	[1381, 729, 1581, 759]
bread-body: Ὁ Σύνδεσμος τῶν ἀρτοποιῶν τῶν Ἀθηνῶν ὑπέβαλεν ὑπόμνημα εἰς τὸ Ὑπουργεῖον Ἐφοδιασμοῦ αἰτῶν τὴν αὔξησιν τῆς τιμῆς τοῦ ἄρτου. Τὸ ζήτημα ἐξετάζεται.	[850, 471, 1110, 528]
london-body: Τὰ «ROTHENBURG» φορτώνον ἔξαρση 8ην Δεκεμβρίου. Τὸ «VATERLAND» ὑπὸ φόρτωσιν 21 Δεκεμβρίου. ΑΔΕΛΦΟΙ ΦΡΑΓΚΟΠΟΥΛΟΙ — ΠΕΙΡΑΙΕΥΣ.	[330, 527, 562, 584]
opoios-line: ΟΠΟΙΟΣ	[406, 1420, 486, 1442]
headline-1: ΠΡΟΣ ΑΝΑΚΟΥΦΙΣΙΝ	[710, 178, 980, 208]
steamers-title: ΑΤΜΟΠΛΟΪΚΑ ΔΡΟΜΟΛΟΓΙΑ	[378, 327, 514, 369]
wanted-title: ΖΗΤΟΥΝΤΑΙ ΔΙΕΥΘΥΝΣΕΙΣ	[22, 1242, 312, 1267]
news-banner: ΕΙΔΗΣΕΙΣ ΤΗΣ ΗΜΕΡΑΣ	[580, 132, 1110, 176]
divider	[330, 700, 562, 702]
